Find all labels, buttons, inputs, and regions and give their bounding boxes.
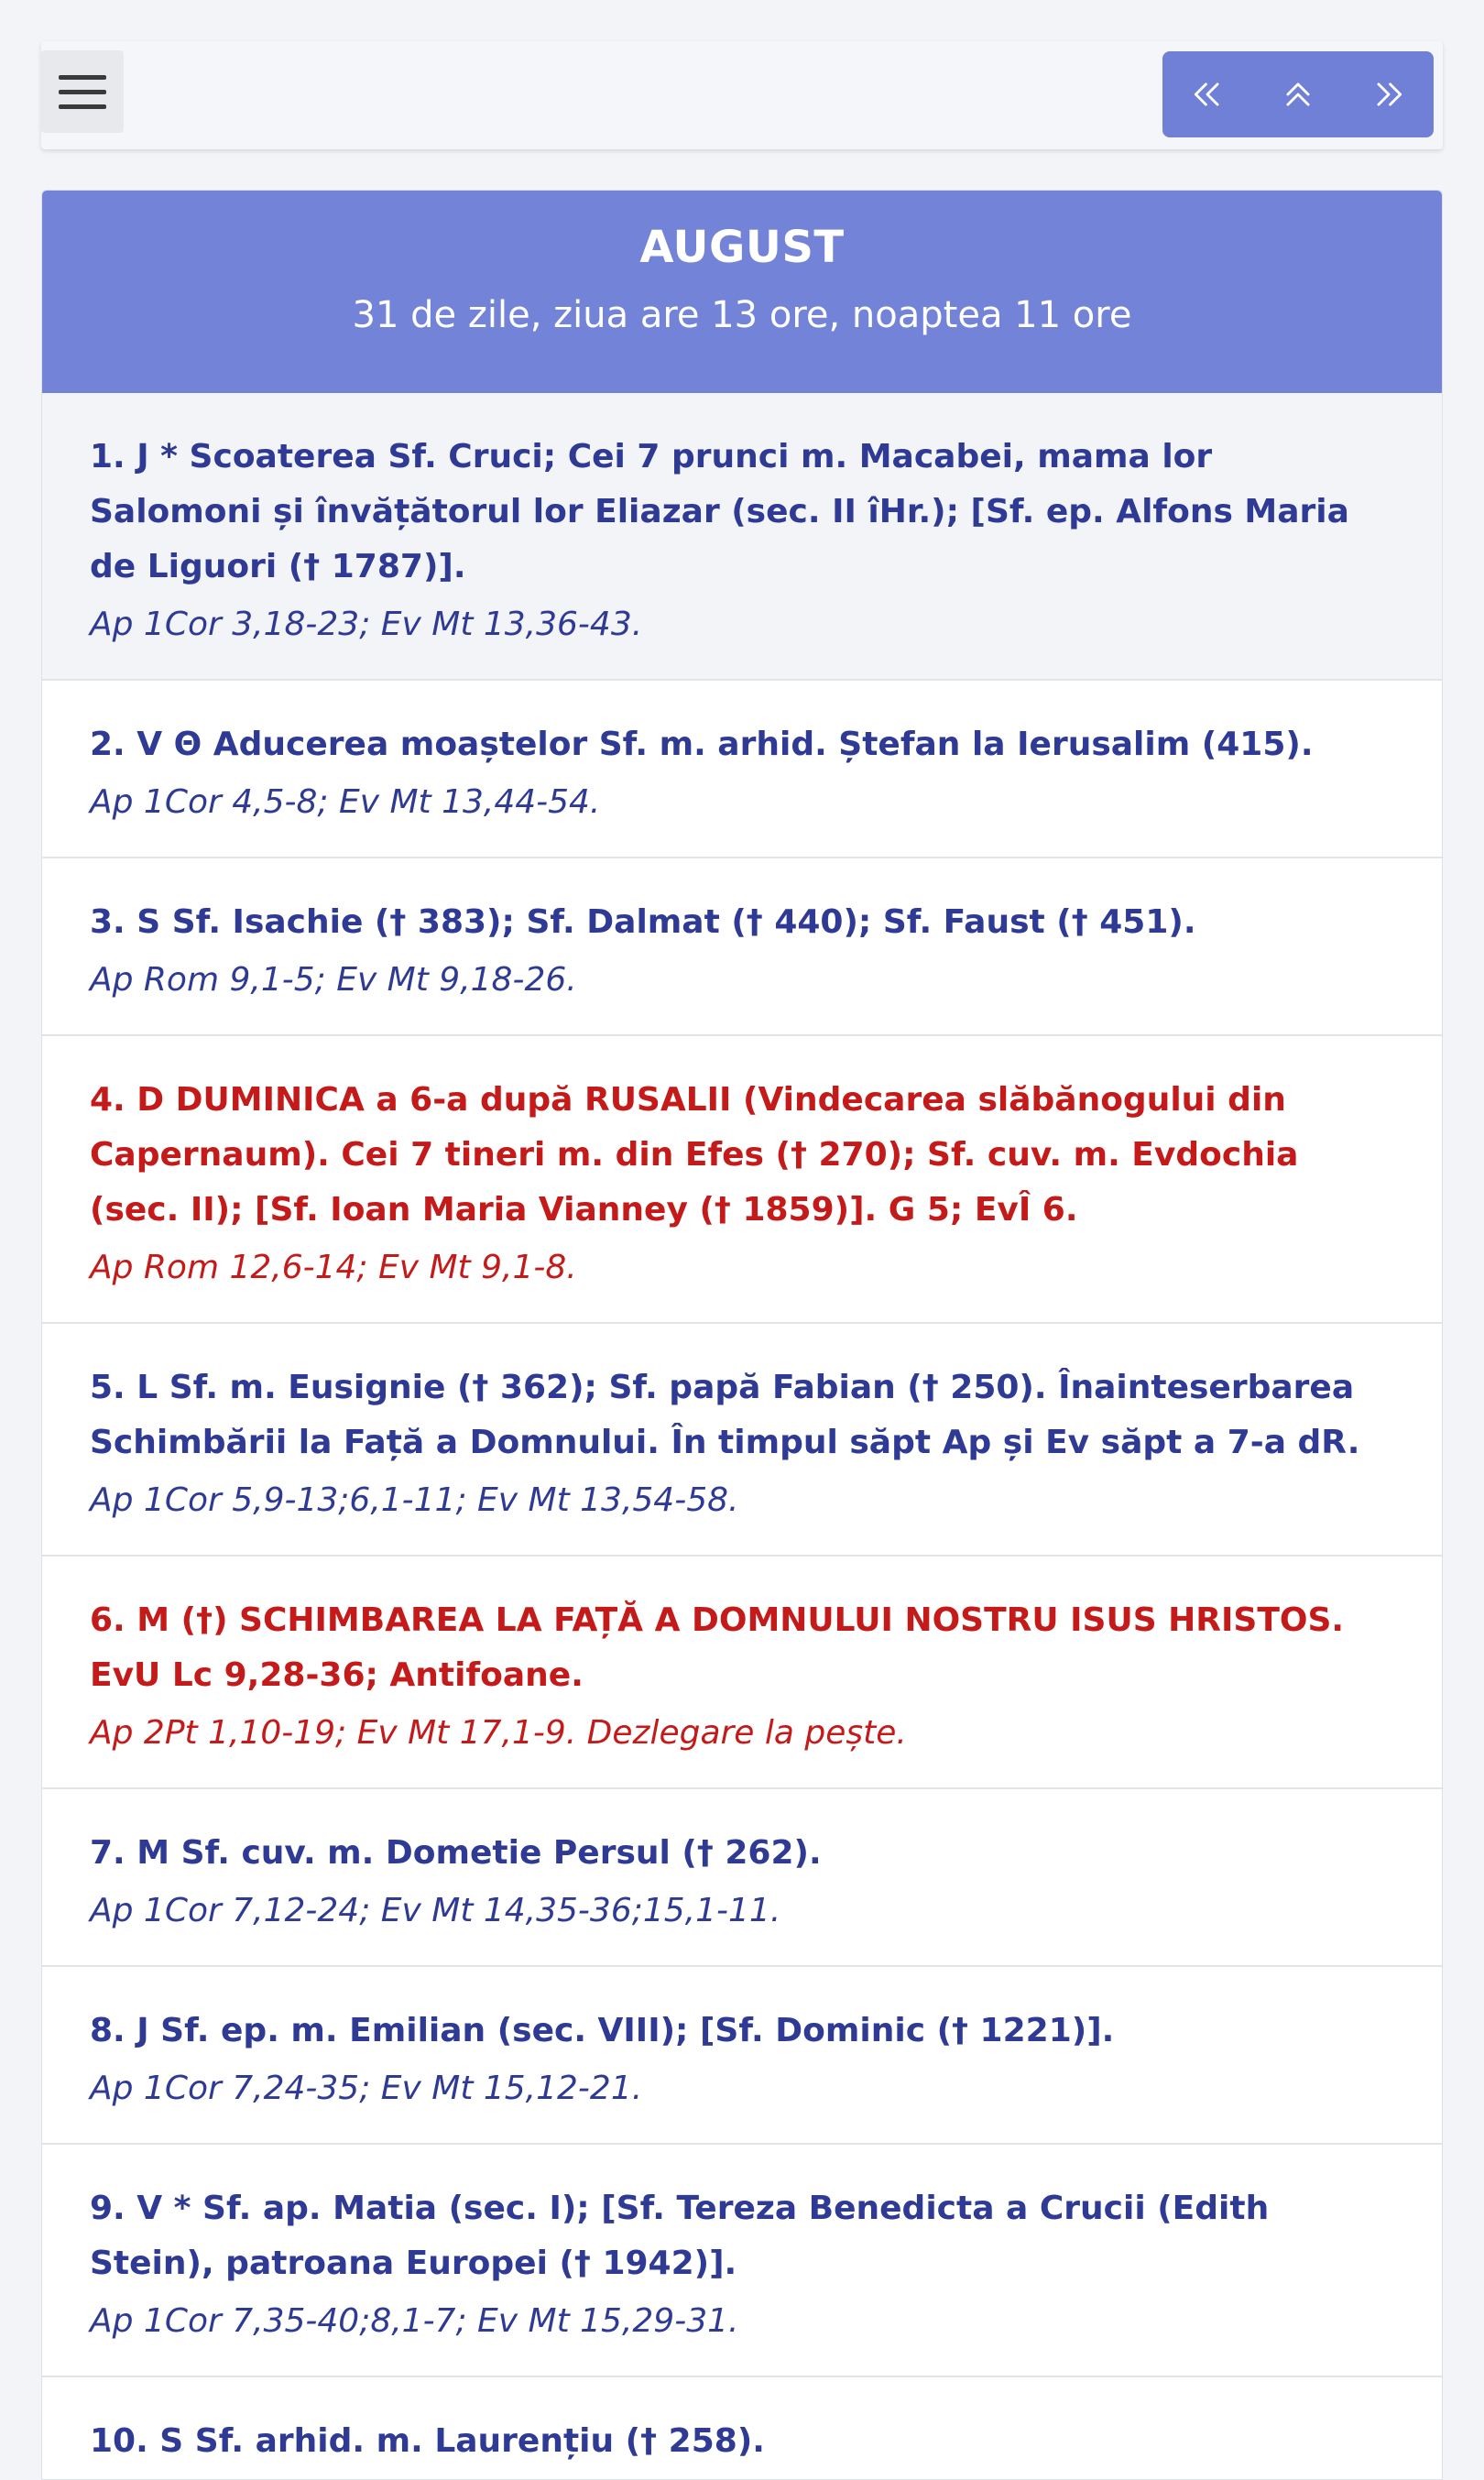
- day-title: 2. V Θ Aducerea moaștelor Sf. m. arhid. Ștefan la Ierusalim (415).: [90, 726, 1314, 763]
- day-readings: Ap 1Cor 7,24-35; Ev Mt 15,12-21.: [90, 2070, 643, 2107]
- day-title: 1. J * Scoaterea Sf. Cruci; Cei 7 prunci m. Macabei, mama lor Salomoni și învățătorul lor Eliazar (sec. II îHr.); [Sf. ep. Alfons Maria de Liguori († 1787)].: [90, 438, 1349, 585]
- day-title: 4. D DUMINICA a 6-a după RUSALII (Vindecarea slăbănogului din Capernaum). Cei 7 tineri m. din Efes († 270); Sf. cuv. m. Evdochia (sec. II); [Sf. Ioan Maria Vianney († 1859)]. G 5; EvÎ 6.: [90, 1081, 1299, 1229]
- day-item[interactable]: [42, 858, 1442, 1036]
- day-item[interactable]: [42, 1967, 1442, 2145]
- top-toolbar: [41, 41, 1443, 149]
- day-readings: Ap 1Cor 3,18-23; Ev Mt 13,36-43.: [90, 606, 643, 643]
- day-readings: Ap Rom 9,1-5; Ev Mt 9,18-26.: [90, 961, 577, 999]
- day-title: 5. L Sf. m. Eusignie († 362); Sf. papă Fabian († 250). Înainteserbarea Schimbării la Față a Domnului. În timpul săpt Ap și Ev săpt a 7-a dR.: [90, 1369, 1360, 1461]
- day-item[interactable]: [42, 1324, 1442, 1557]
- double-chevron-up-icon: [1281, 77, 1315, 112]
- day-title: 10. S Sf. arhid. m. Laurențiu († 258).: [90, 2422, 765, 2460]
- month-calendar-card: [41, 190, 1443, 2480]
- day-item-feast[interactable]: [42, 1557, 1442, 1789]
- double-chevron-right-icon: [1371, 77, 1406, 112]
- month-title: AUGUST: [639, 222, 845, 273]
- day-readings: Ap 1Cor 7,12-24; Ev Mt 14,35-36;15,1-11.: [90, 1892, 781, 1929]
- day-item[interactable]: [42, 2145, 1442, 2377]
- day-item[interactable]: [42, 681, 1442, 858]
- navigation-button-group: [1162, 51, 1434, 137]
- day-item[interactable]: [42, 393, 1442, 681]
- month-header: [42, 191, 1442, 393]
- hamburger-menu-icon[interactable]: [41, 50, 124, 133]
- double-chevron-left-icon: [1190, 77, 1225, 112]
- day-readings: Ap 1Cor 5,9-13;6,1-11; Ev Mt 13,54-58.: [90, 1481, 739, 1519]
- day-readings: Ap 2Pt 1,10-19; Ev Mt 17,1-9. Dezlegare la pește.: [90, 1714, 907, 1752]
- previous-month-button[interactable]: [1171, 58, 1244, 131]
- next-month-button[interactable]: [1352, 58, 1425, 131]
- day-title: 7. M Sf. cuv. m. Dometie Persul († 262).: [90, 1834, 822, 1872]
- day-item-sunday[interactable]: [42, 1036, 1442, 1324]
- day-item[interactable]: [42, 2377, 1442, 2480]
- day-title: 8. J Sf. ep. m. Emilian (sec. VIII); [Sf. Dominic († 1221)].: [90, 2012, 1115, 2049]
- day-title: 9. V * Sf. ap. Matia (sec. I); [Sf. Tereza Benedicta a Crucii (Edith Stein), patroana Europei († 1942)].: [90, 2190, 1270, 2282]
- day-title: 6. M (†) SCHIMBAREA LA FAȚĂ A DOMNULUI NOSTRU ISUS HRISTOS. EvU Lc 9,28-36; Antifoane.: [90, 1601, 1345, 1694]
- day-item[interactable]: [42, 1789, 1442, 1967]
- day-title: 3. S Sf. Isachie († 383); Sf. Dalmat († 440); Sf. Faust († 451).: [90, 903, 1196, 941]
- day-readings: Ap 1Cor 7,35-40;8,1-7; Ev Mt 15,29-31.: [90, 2302, 739, 2340]
- day-readings: Ap Rom 12,6-14; Ev Mt 9,1-8.: [90, 1249, 577, 1286]
- scroll-to-top-button[interactable]: [1261, 58, 1335, 131]
- month-info: 31 de zile, ziua are 13 ore, noaptea 11 ore: [352, 294, 1132, 336]
- day-readings: Ap 1Cor 4,5-8; Ev Mt 13,44-54.: [90, 783, 601, 821]
